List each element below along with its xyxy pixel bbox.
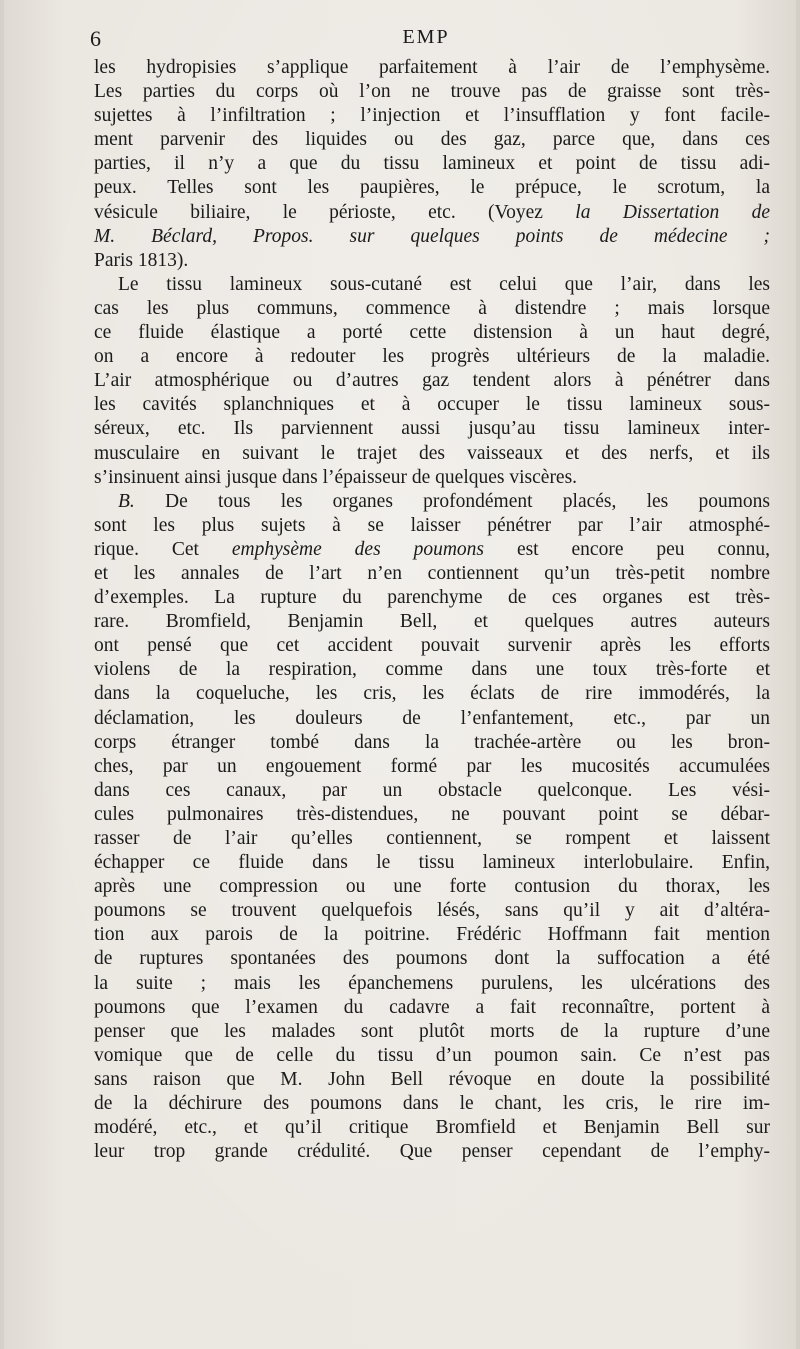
section-letter: B. xyxy=(118,490,135,512)
text-line-with-citation xyxy=(94,201,770,225)
text-line: parties, il n’y a que du tissu lamineux et point de tissu adi- xyxy=(94,153,770,175)
text-line: vomique que de celle du tissu d’un poumon sain. Ce n’est pas xyxy=(94,1044,770,1066)
page-left-edge-shadow xyxy=(0,0,4,1349)
text-line: poumons se trouvent quelquefois lésés, sans qu’il y ait d’altéra- xyxy=(94,900,770,922)
text-line: cules pulmonaires très-distendues, ne pouvant point se débar- xyxy=(94,803,770,825)
text-line: déclamation, les douleurs de l’enfantement, etc., par un xyxy=(94,707,770,729)
text-line: rasser de l’air qu’elles contiennent, se rompent et laissent xyxy=(94,828,770,849)
text-line: de la déchirure des poumons dans le chant, les cris, le rire im- xyxy=(94,1093,770,1115)
text-line: leur trop grande crédulité. Que penser cependant de l’emphy- xyxy=(94,1141,770,1163)
text-line: sans raison que M. John Bell révoque en doute la possibilité xyxy=(94,1068,770,1090)
text-line: penser que les malades sont plutôt morts de la rupture d’une xyxy=(94,1020,770,1042)
text-line: sujettes à l’infiltration ; l’injection et l’insufflation y font facile- xyxy=(94,105,770,127)
text-line: L’air atmosphérique ou d’autres gaz tendent alors à pénétrer dans xyxy=(94,370,770,392)
text-line: dans ces canaux, par un obstacle quelconque. Les vési- xyxy=(94,779,770,801)
text-line: corps étranger tombé dans la trachée-artère ou les bron- xyxy=(94,731,770,753)
text-line: séreux, etc. Ils parviennent aussi jusqu’au tissu lamineux inter- xyxy=(94,418,770,440)
page-number: 6 xyxy=(90,26,101,51)
text-line: on a encore à redouter les progrès ultérieurs de la maladie. xyxy=(94,346,770,368)
running-head: EMP xyxy=(402,26,450,48)
text-line: poumons que l’examen du cadavre a fait reconnaître, portent à xyxy=(94,996,770,1018)
text-line: cas les plus communs, commence à distendre ; mais lorsque xyxy=(94,297,770,319)
text-line: dans la coqueluche, les cris, les éclats de rire immodérés, la xyxy=(94,683,770,705)
text-line: d’exemples. La rupture du parenchyme de ces organes est très- xyxy=(94,587,770,609)
text-line: ment parvenir des liquides ou des gaz, parce que, dans ces xyxy=(94,129,770,151)
text-fragment: rique. Cet xyxy=(94,538,199,560)
text-line: tion aux parois de la poitrine. Frédéric Hoffmann fait mention xyxy=(94,924,770,946)
text-line-last: Paris 1813). xyxy=(94,249,189,271)
text-fragment: De tous les organes profondément placés, les poumons xyxy=(165,490,771,512)
text-line: de ruptures spontanées des poumons dont la suffocation a été xyxy=(94,948,770,970)
text-line: échapper ce fluide dans le tissu lamineux interlobulaire. Enfin, xyxy=(94,852,770,874)
text-line-last: s’insinuent ainsi jusque dans l’épaisseur de quelques viscères. xyxy=(94,466,578,488)
emphasis-term: emphysème des poumons xyxy=(231,538,485,560)
text-line: violens de la respiration, comme dans une toux très-forte et xyxy=(94,659,770,681)
page-right-edge-shadow xyxy=(796,0,800,1349)
text-line: rare. Bromfield, Benjamin Bell, et quelques autres auteurs xyxy=(94,611,770,633)
text-line: ches, par un engouement formé par les mucosités accumulées xyxy=(94,755,770,777)
paragraph-start-b xyxy=(94,490,770,514)
text-line: ce fluide élastique a porté cette distension à un haut degré, xyxy=(94,322,770,344)
text-line: musculaire en suivant le trajet des vaisseaux et des nerfs, et ils xyxy=(94,442,770,464)
text-line: la suite ; mais les épanchemens purulens, les ulcérations des xyxy=(94,972,770,994)
text-line: modéré, etc., et qu’il critique Bromfield et Benjamin Bell sur xyxy=(94,1117,770,1139)
text-fragment: est encore peu connu, xyxy=(516,538,771,560)
body-text xyxy=(94,56,770,1164)
citation-title: la Dissertation de xyxy=(575,201,771,223)
text-fragment: vésicule biliaire, le périoste, etc. (Voyez xyxy=(94,201,543,223)
text-line: les cavités splanchniques et à occuper le tissu lamineux sous- xyxy=(94,394,770,416)
text-line: Les parties du corps où l’on ne trouve pas de graisse sont très- xyxy=(94,81,770,103)
text-line: ont pensé que cet accident pouvait survenir après les efforts xyxy=(94,635,770,657)
text-line: après une compression ou une forte contusion du thorax, les xyxy=(94,876,770,898)
text-line-with-italic xyxy=(94,538,770,562)
paragraph-start: Le tissu lamineux sous-cutané est celui que l’air, dans les xyxy=(118,273,770,295)
page-header xyxy=(90,26,762,54)
text-line: sont les plus sujets à se laisser pénétrer par l’air atmosphé- xyxy=(94,514,770,536)
text-line: les hydropisies s’applique parfaitement à l’air de l’emphysème. xyxy=(94,57,770,78)
text-line-citation: M. Béclard, Propos. sur quelques points de médecine ; xyxy=(94,225,770,247)
text-line: et les annales de l’art n’en contiennent qu’un très-petit nombre xyxy=(94,562,770,584)
text-line: peux. Telles sont les paupières, le prépuce, le scrotum, la xyxy=(94,177,770,199)
